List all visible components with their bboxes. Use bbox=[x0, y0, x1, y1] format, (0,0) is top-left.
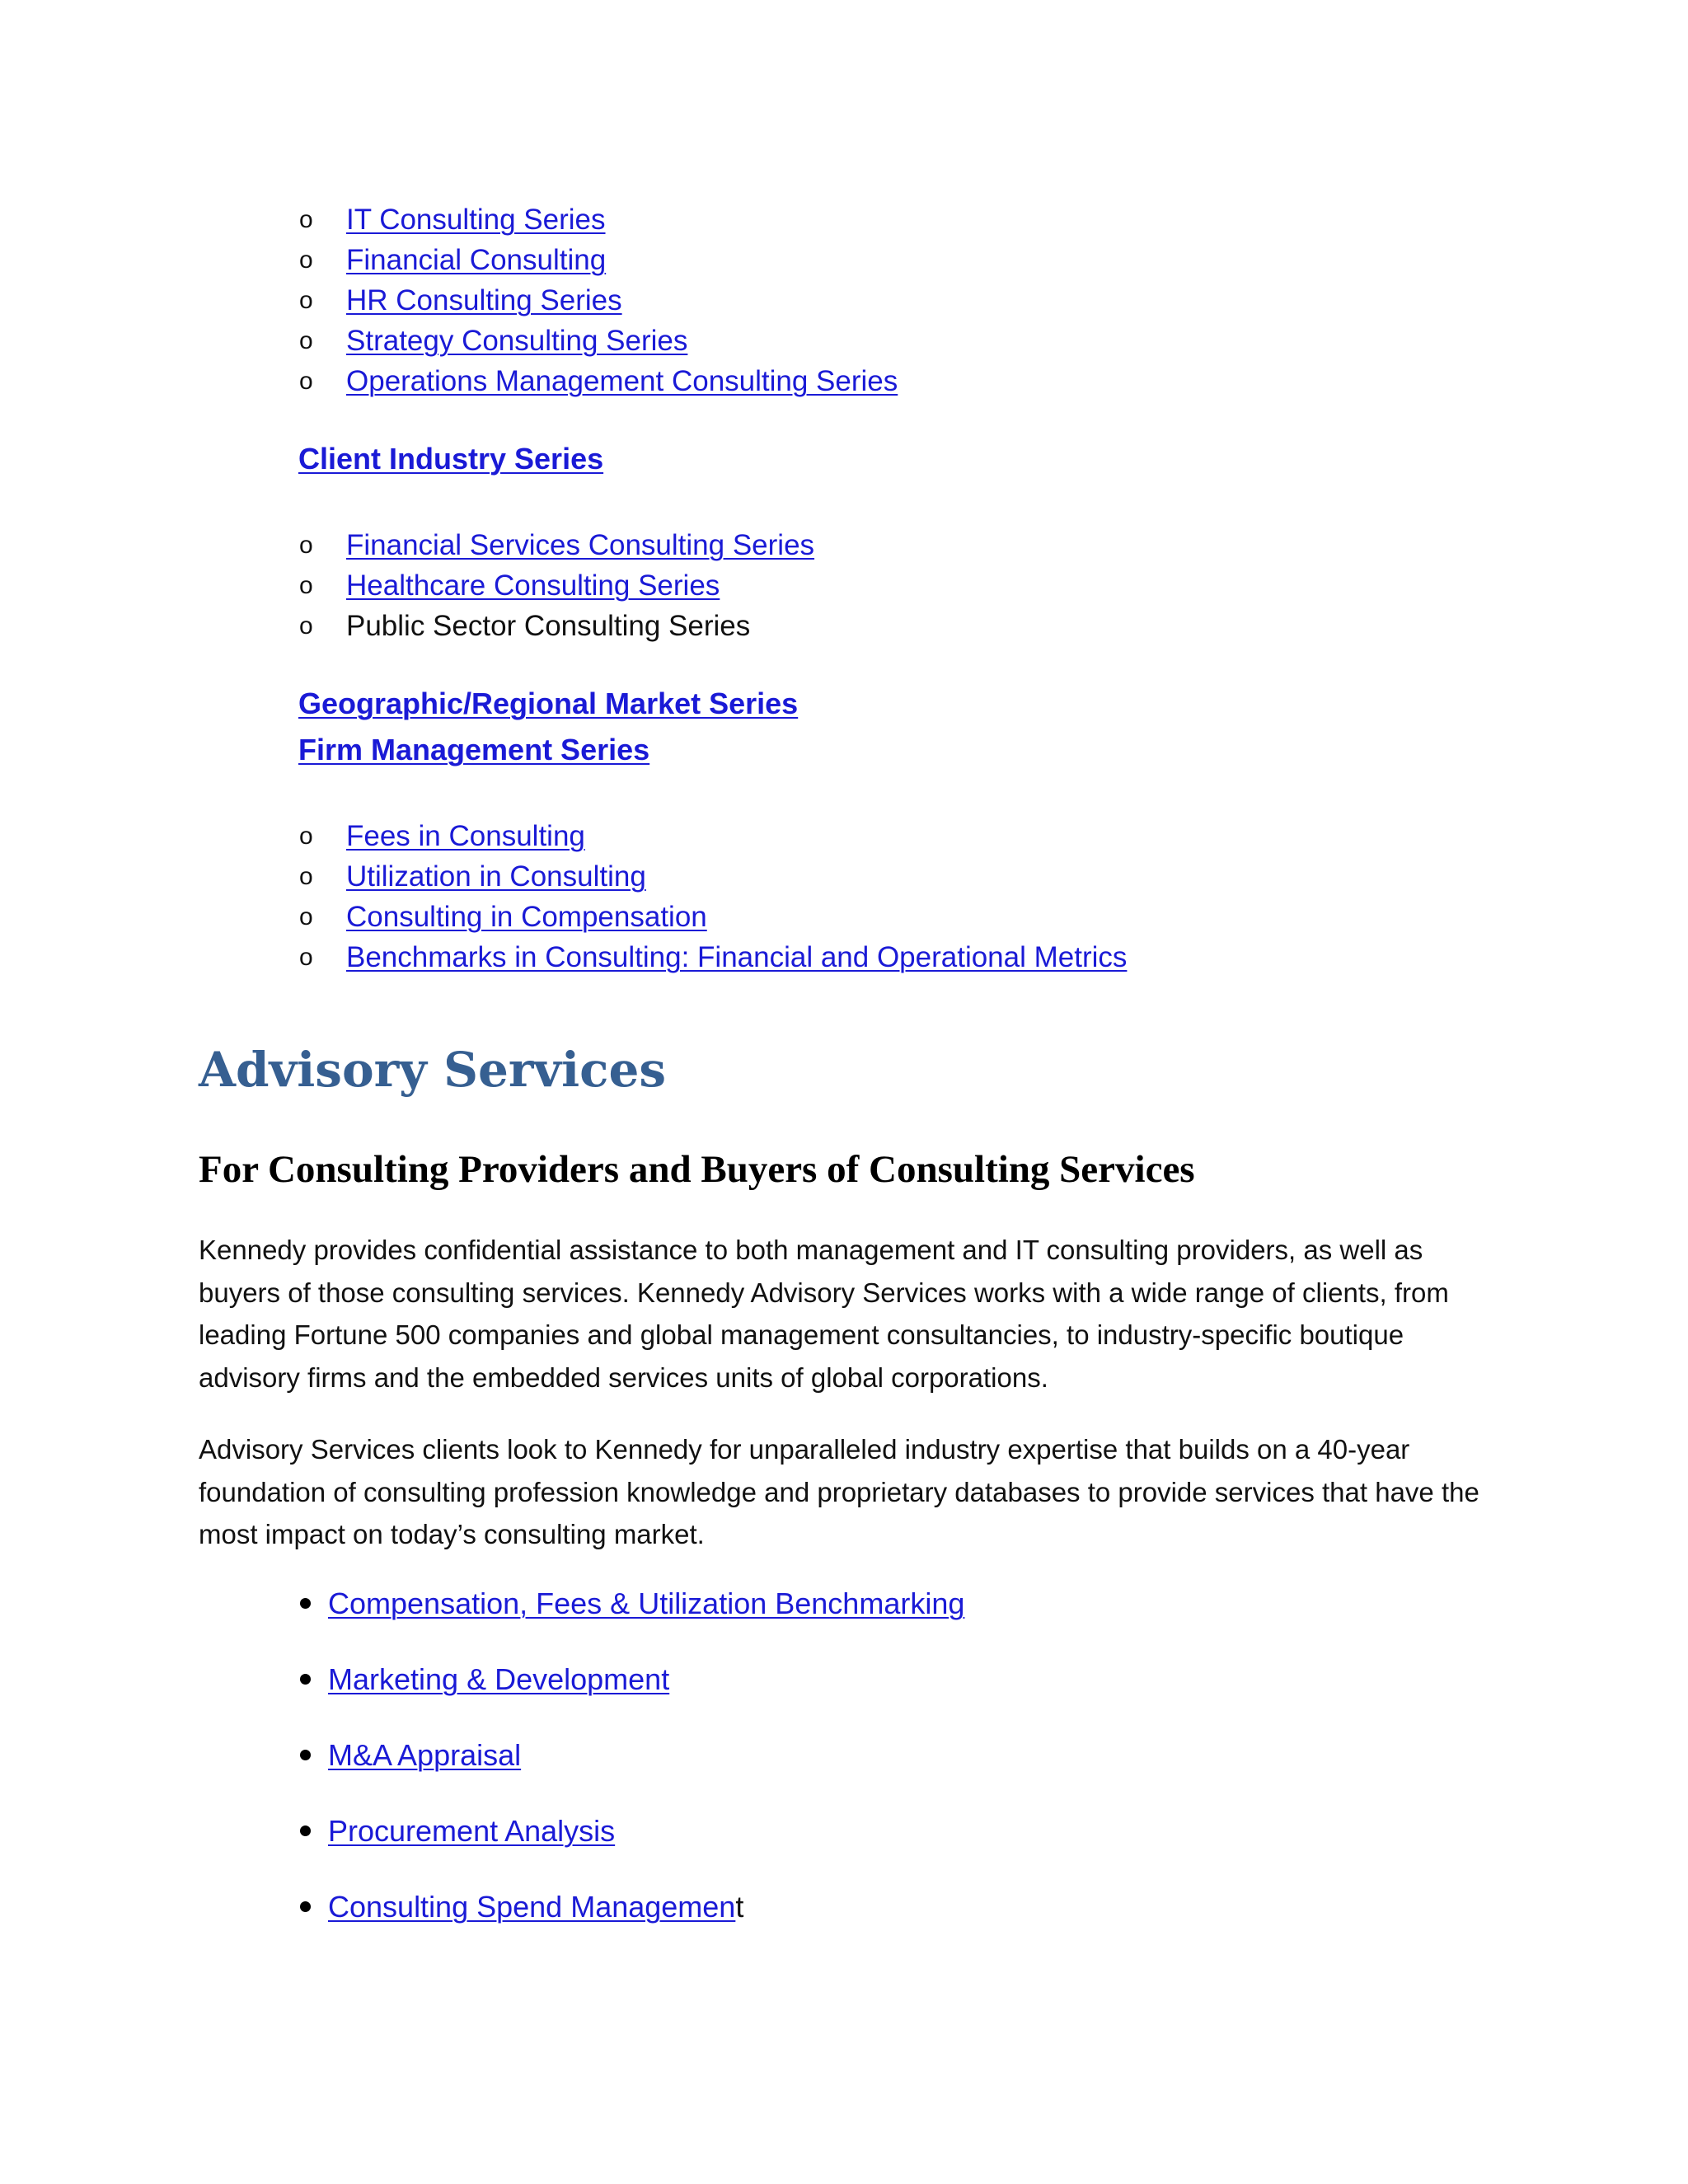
public-sector-consulting-series-text: Public Sector Consulting Series bbox=[346, 610, 751, 642]
list-item bbox=[328, 1659, 964, 1735]
client-industry-series-heading-link[interactable]: Client Industry Series bbox=[298, 442, 604, 476]
strategy-consulting-series-link[interactable]: Strategy Consulting Series bbox=[346, 325, 688, 357]
list-item bbox=[299, 606, 814, 646]
marketing-development-link[interactable]: Marketing & Development bbox=[328, 1662, 670, 1696]
circle-bullet-icon: o bbox=[299, 327, 313, 354]
circle-bullet-icon: o bbox=[299, 246, 313, 274]
ma-appraisal-link[interactable]: M&A Appraisal bbox=[328, 1738, 522, 1772]
consulting-in-compensation-link[interactable]: Consulting in Compensation bbox=[346, 901, 707, 933]
list-item bbox=[299, 525, 815, 565]
advisory-services-subtitle: For Consulting Providers and Buyers of Consulting Services bbox=[199, 1148, 1195, 1191]
healthcare-consulting-series-link[interactable]: Healthcare Consulting Series bbox=[346, 569, 720, 602]
firm-management-list bbox=[299, 816, 1128, 977]
bullet-dot-icon bbox=[300, 1901, 311, 1912]
bullet-dot-icon bbox=[300, 1825, 311, 1836]
financial-services-consulting-series-link[interactable]: Financial Services Consulting Series bbox=[346, 529, 815, 561]
list-item bbox=[299, 321, 898, 361]
operations-management-consulting-series-link[interactable]: Operations Management Consulting Series bbox=[346, 365, 898, 397]
bullet-dot-icon bbox=[300, 1674, 311, 1685]
consulting-spend-management-link[interactable]: Consulting Spend Managemen bbox=[328, 1890, 736, 1924]
list-item bbox=[328, 1583, 964, 1659]
advisory-paragraph-2: Advisory Services clients look to Kennedy for unparalleled industry expertise that builds on a 40-year foundation of consulting profession knowledge and proprietary databases to provide services that have the most impact on today’s consulting market. bbox=[199, 1434, 1479, 1549]
bullet-dot-icon bbox=[300, 1750, 311, 1760]
circle-bullet-icon: o bbox=[299, 944, 313, 971]
link-tail-text: t bbox=[735, 1890, 744, 1924]
benchmarks-in-consulting-link[interactable]: Benchmarks in Consulting: Financial and Operational Metrics bbox=[346, 941, 1128, 973]
list-item bbox=[299, 240, 898, 280]
circle-bullet-icon: o bbox=[299, 206, 313, 233]
bullet-dot-icon bbox=[300, 1598, 311, 1609]
firm-management-series-heading-link[interactable]: Firm Management Series bbox=[298, 733, 650, 766]
circle-bullet-icon: o bbox=[299, 368, 313, 395]
list-item bbox=[299, 856, 1127, 897]
list-item bbox=[328, 1811, 964, 1886]
compensation-benchmarking-link[interactable]: Compensation, Fees & Utilization Benchmarking bbox=[328, 1586, 965, 1620]
list-item bbox=[328, 1735, 964, 1811]
utilization-in-consulting-link[interactable]: Utilization in Consulting bbox=[346, 860, 646, 893]
list-item bbox=[299, 280, 898, 321]
advisory-services-title: Advisory Services bbox=[199, 1042, 667, 1098]
circle-bullet-icon: o bbox=[299, 823, 313, 850]
circle-bullet-icon: o bbox=[299, 532, 313, 559]
procurement-analysis-link[interactable]: Procurement Analysis bbox=[328, 1814, 616, 1848]
it-consulting-series-link[interactable]: IT Consulting Series bbox=[346, 204, 606, 236]
circle-bullet-icon: o bbox=[299, 572, 313, 599]
circle-bullet-icon: o bbox=[299, 612, 313, 640]
list-item bbox=[299, 816, 1127, 856]
circle-bullet-icon: o bbox=[299, 903, 313, 930]
fees-in-consulting-link[interactable]: Fees in Consulting bbox=[346, 820, 585, 852]
circle-bullet-icon: o bbox=[299, 287, 313, 314]
list-item bbox=[328, 1886, 964, 1962]
client-industry-list bbox=[299, 525, 815, 646]
list-item bbox=[299, 897, 1127, 937]
list-item bbox=[299, 565, 814, 606]
list-item bbox=[299, 937, 1128, 977]
consulting-series-list bbox=[299, 199, 898, 401]
financial-consulting-link[interactable]: Financial Consulting bbox=[346, 244, 607, 276]
list-item bbox=[299, 199, 898, 240]
hr-consulting-series-link[interactable]: HR Consulting Series bbox=[346, 284, 622, 316]
advisory-services-list bbox=[328, 1583, 964, 1962]
list-item bbox=[299, 361, 898, 401]
advisory-paragraph-1: Kennedy provides confidential assistance to both management and IT consulting providers, as well as buyers of those consulting services. Kennedy Advisory Services works with a wide range of clients, from leading Fortune 500 companies and global management consultancies, to industry-specific boutique advisory firms and the embedded services units of global corporations. bbox=[199, 1235, 1449, 1393]
circle-bullet-icon: o bbox=[299, 863, 313, 890]
geographic-regional-market-series-link[interactable]: Geographic/Regional Market Series bbox=[298, 687, 799, 720]
